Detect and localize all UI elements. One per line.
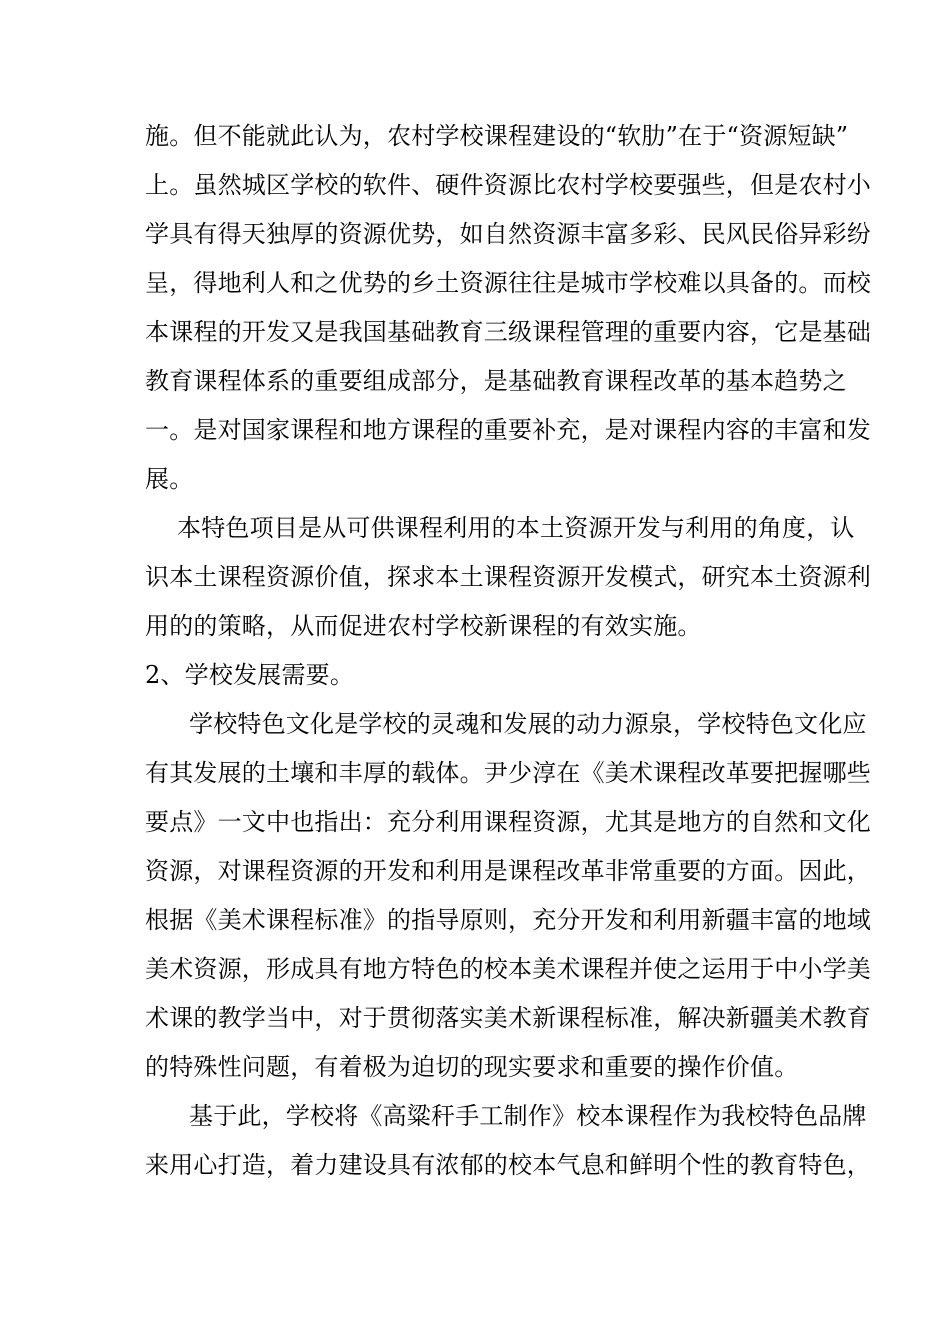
text-line: 上。虽然城区学校的软件、硬件资源比农村学校要强些，但是农村小: [145, 171, 871, 199]
text-line: 学具有得天独厚的资源优势，如自然资源丰富多彩、民风民俗异彩纷: [145, 220, 871, 248]
text-line: 施。但不能就此认为，农村学校课程建设的“软肋”在于“资源短缺”: [145, 122, 849, 150]
text-line: 教育课程体系的重要组成部分，是基础教育课程改革的基本趋势之: [145, 367, 847, 395]
text-line: 来用心打造，着力建设具有浓郁的校本气息和鲜明个性的教育特色，: [145, 1151, 871, 1179]
text-line: 学校特色文化是学校的灵魂和发展的动力源泉，学校特色文化应: [189, 710, 867, 738]
text-line: 的特殊性问题，有着极为迫切的现实要求和重要的操作价值。: [145, 1053, 799, 1081]
text-line: 有其发展的土壤和丰厚的载体。尹少淳在《美术课程改革要把握哪些: [145, 759, 871, 787]
text-line: 一。是对国家课程和地方课程的重要补充，是对课程内容的丰富和发: [145, 416, 871, 444]
text-line: 要点》一文中也指出：充分利用课程资源，尤其是地方的自然和文化: [145, 808, 871, 836]
text-line: 资源，对课程资源的开发和利用是课程改革非常重要的方面。因此，: [145, 857, 871, 885]
text-line: 基于此，学校将《高粱秆手工制作》校本课程作为我校特色品牌: [189, 1102, 867, 1130]
body-text: [145, 112, 871, 1190]
paragraph-project-purpose: [145, 504, 871, 651]
paragraph-course-brand: [145, 1092, 871, 1190]
paragraph-school-culture: [145, 700, 871, 1092]
text-line: 术课的教学当中，对于贯彻落实美术新课程标准，解决新疆美术教育: [145, 1004, 871, 1032]
text-line: 根据《美术课程标准》的指导原则，充分开发和利用新疆丰富的地域: [145, 906, 871, 934]
text-line: 美术资源，形成具有地方特色的校本美术课程并使之运用于中小学美: [145, 955, 871, 983]
text-line: 用的的策略，从而促进农村学校新课程的有效实施。: [145, 612, 702, 640]
text-line: 本课程的开发又是我国基础教育三级课程管理的重要内容，它是基础: [145, 318, 871, 346]
text-line: 呈，得地利人和之优势的乡土资源往往是城市学校难以具备的。而校: [145, 269, 871, 297]
paragraph-resource-advantages: [145, 112, 871, 504]
text-line: 展。: [145, 465, 194, 493]
text-line: 识本土课程资源价值，探求本土课程资源开发模式，研究本土资源利: [145, 563, 871, 591]
section-heading: [145, 651, 810, 700]
text-line: 本特色项目是从可供课程利用的本土资源开发与利用的角度，认: [177, 514, 855, 542]
heading-school-development: 2、学校发展需要。: [145, 661, 355, 689]
